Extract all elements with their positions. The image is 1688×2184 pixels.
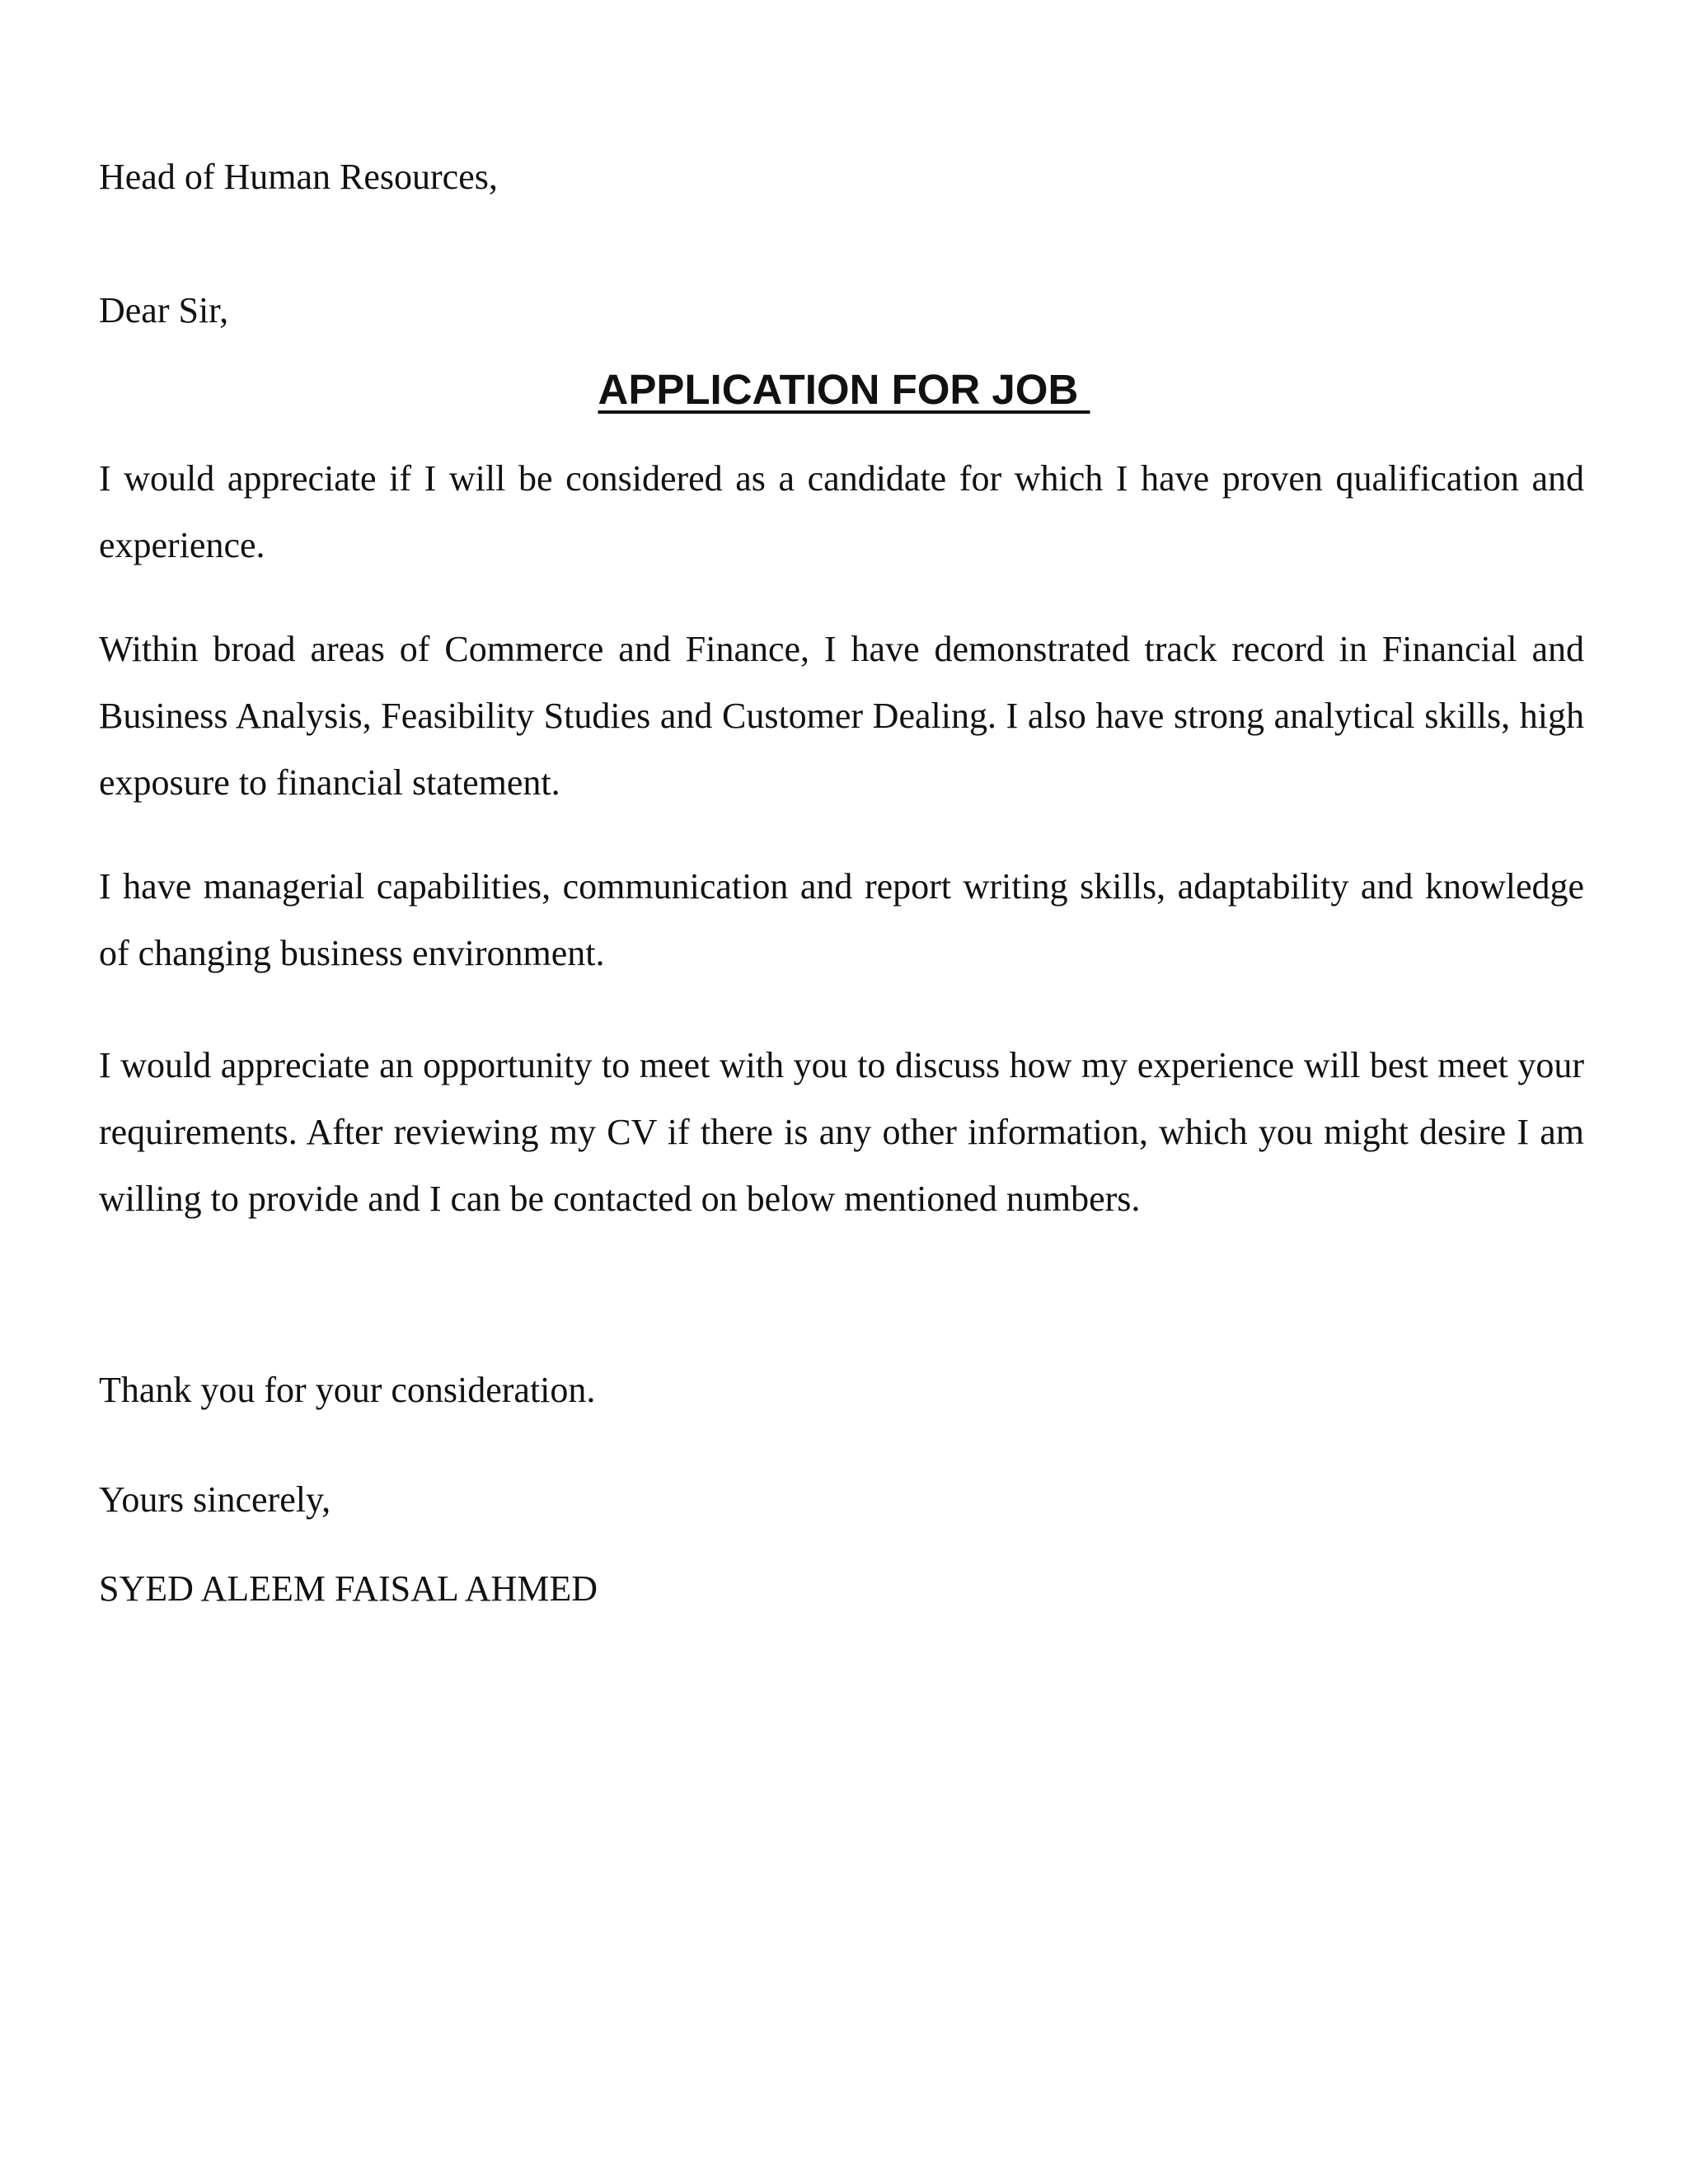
paragraph-1: I would appreciate if I will be considered as a candidate for which I have proven qualification and experience. [99,458,1584,565]
thanks-line: Thank you for your consideration. [99,1370,596,1410]
paragraph-4: I would appreciate an opportunity to meet with you to discuss how my experience will best meet your requirements. After reviewing my CV if there is any other information, which you might desire I am willing to provide and I can be contacted on below mentioned numbers. [99,1045,1584,1219]
paragraph-3: I have managerial capabilities, communication and report writing skills, adaptability and knowledge of changing business environment. [99,866,1584,973]
letter-subject [0,366,1688,413]
closing-line: Yours sincerely, [99,1479,331,1520]
letter-subject-text: APPLICATION FOR JOB [598,366,1090,413]
salutation: Dear Sir, [99,290,229,330]
paragraph-2: Within broad areas of Commerce and Finance, I have demonstrated track record in Financial and Business Analysis, Feasibility Studies and Customer Dealing. I also have strong analytical skills, high exposure to financial statement. [99,629,1584,803]
signature-name: SYED ALEEM FAISAL AHMED [99,1568,598,1609]
recipient-line: Head of Human Resources, [99,157,498,197]
